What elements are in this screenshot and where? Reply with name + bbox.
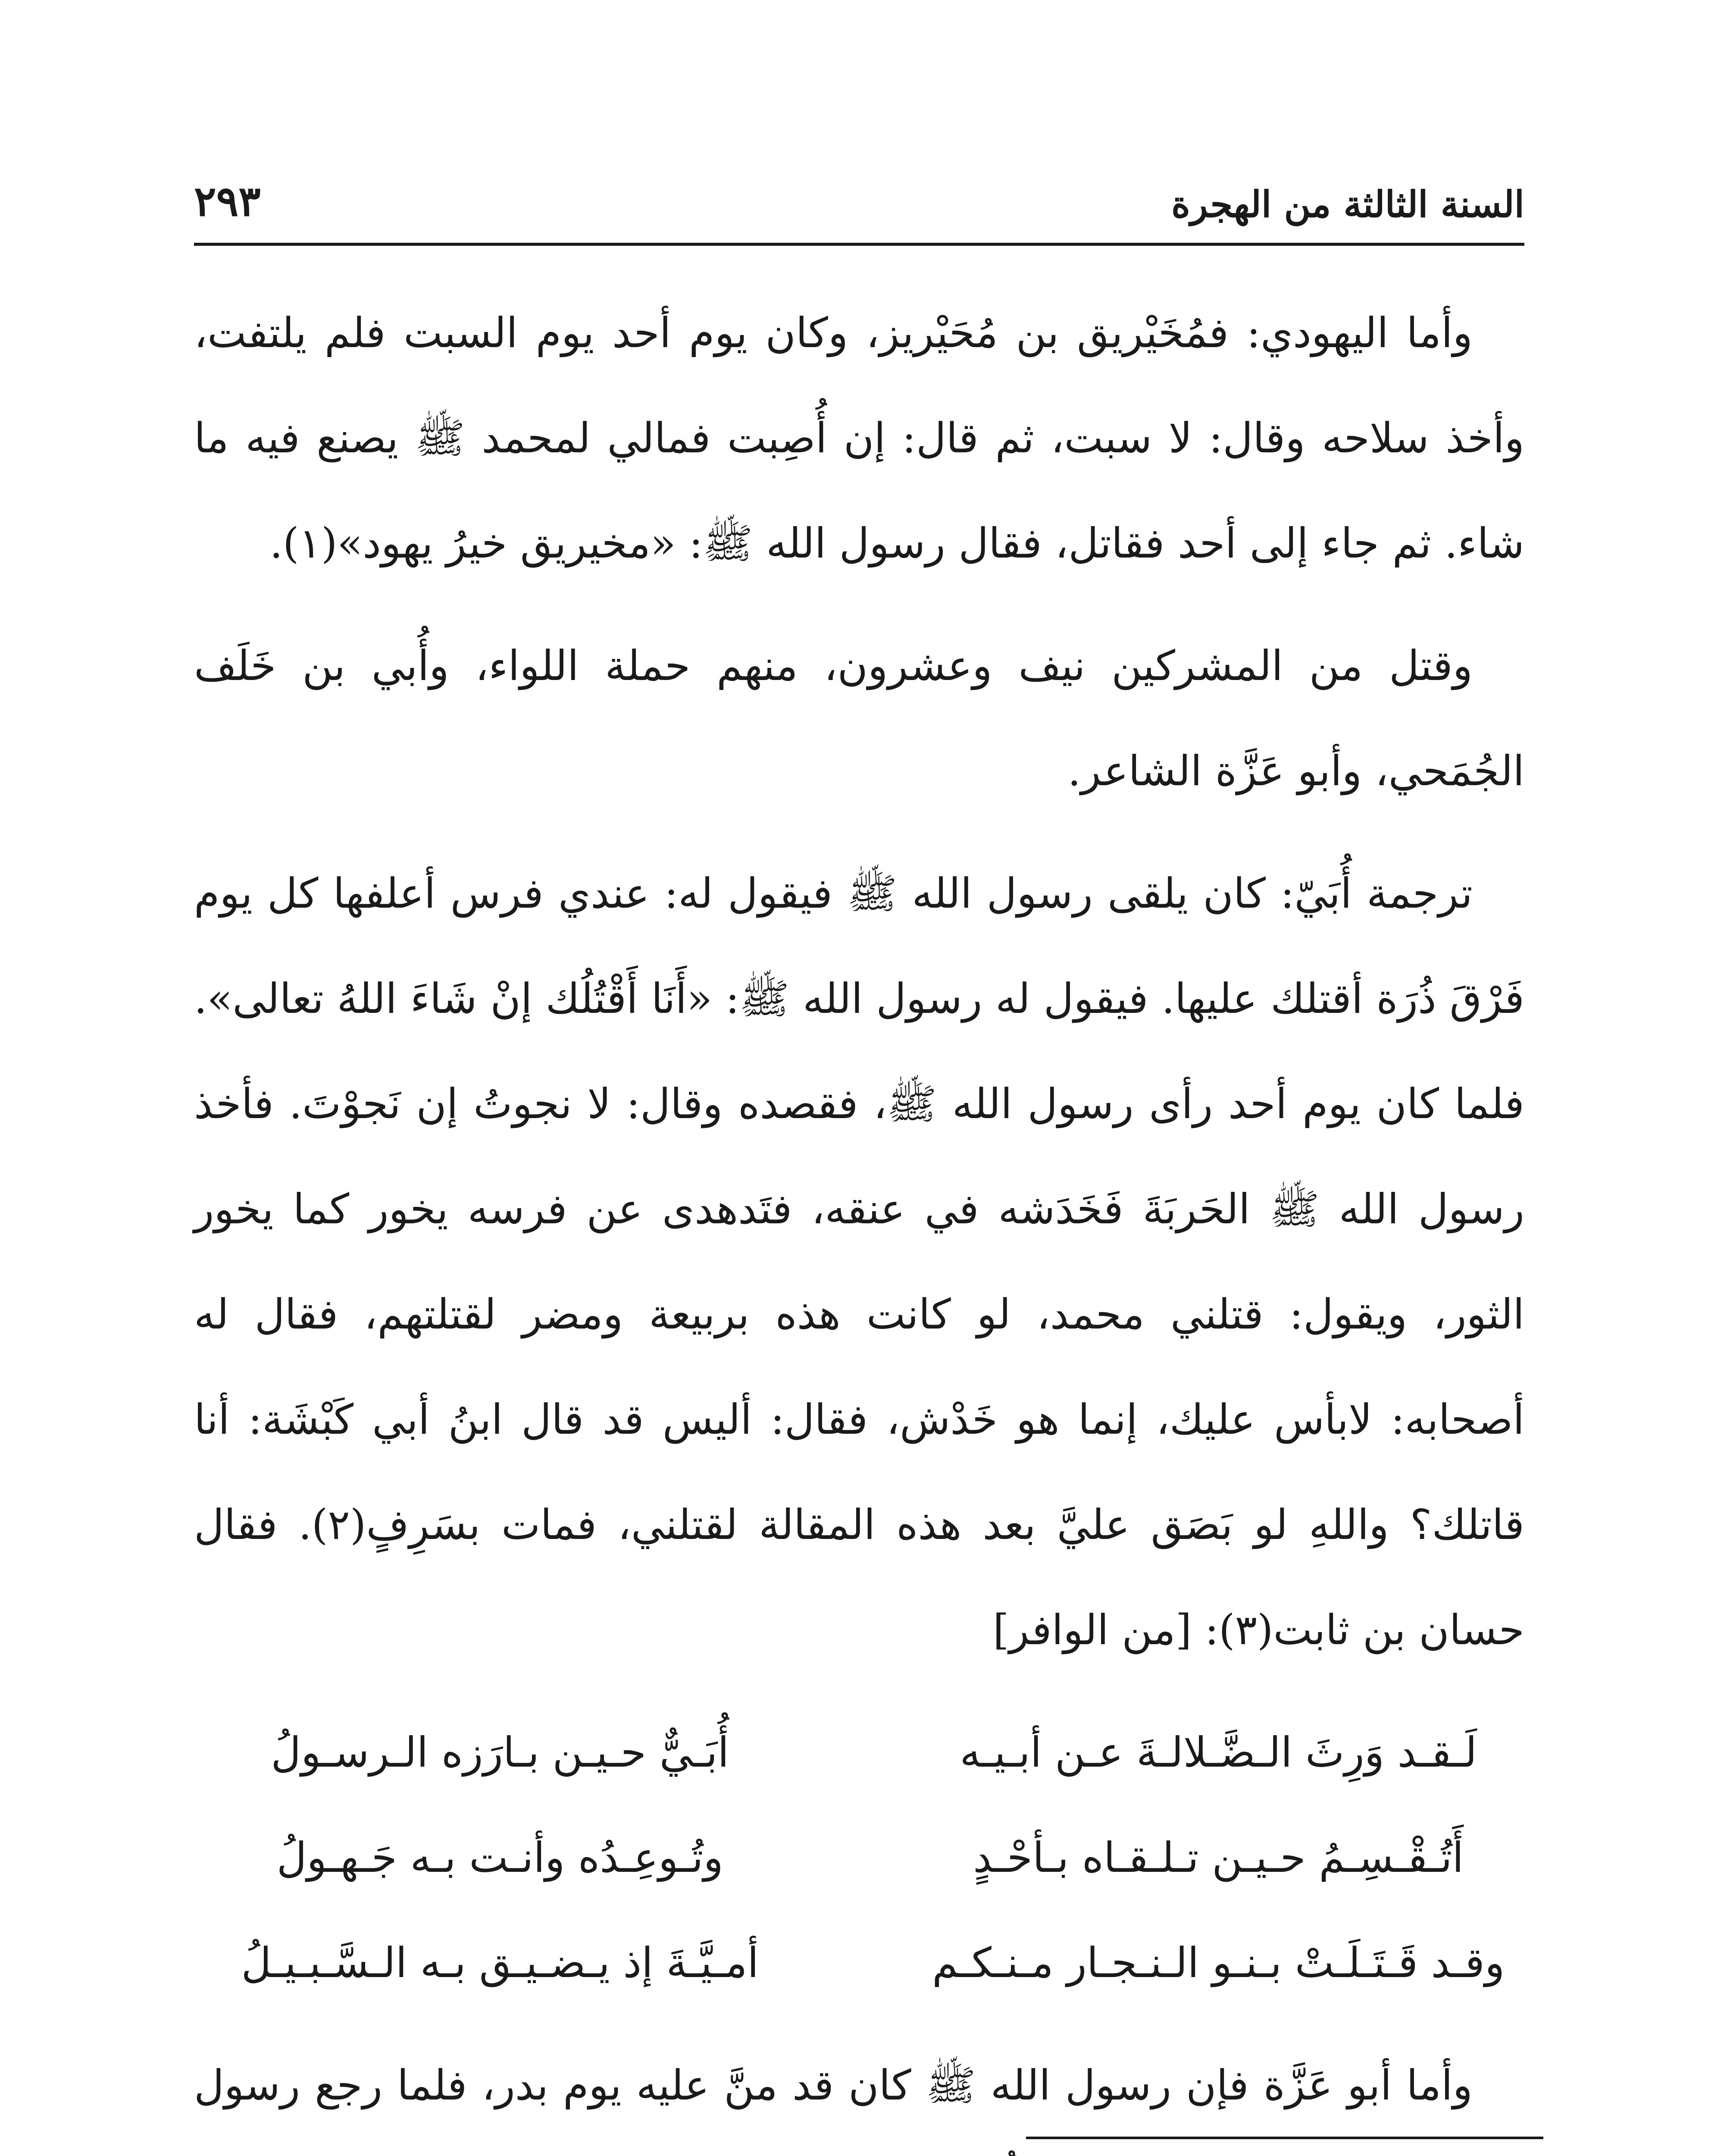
paragraph-ubayy-biography: ترجمة أُبَيّ: كان يلقى رسول الله ﷺ فيقول له: عندي فرس أعلفها كل يوم فَرْقَ ذُرَة أقتلك عليها. فيقول له رسول الله ﷺ: «أَنَا أَقْتُلُك إنْ شَاءَ اللهُ تعالى». فلما كان يوم أحد رأى رسول الله ﷺ، فقصده وقال: لا نجوتُ إن نَجوْتَ. فأخذ رسول الله ﷺ الحَربَةَ فَخَدَشه في عنقه، فتَدهدى عن فرسه يخور كما يخور الثور، ويقول: قتلني محمد، لو كانت هذه بربيعة ومضر لقتلتهم، فقال له أصحابه: لابأس عليك، إنما هو خَدْش، فقال: أليس قد قال ابنُ أبي كَبْشَة: أنا قاتلك؟ واللهِ لو بَصَق عليَّ بعد هذه المقالة لقتلني، فمات بسَرِفٍ(٢). فقال حسان بن ثابت(٣): [من الوافر] bbox=[194, 869, 1525, 1654]
poem bbox=[194, 1700, 1524, 2015]
verse-second-hemistich: وتُـوعِـدُه وأنـت بـه جَـهـولُ bbox=[276, 1833, 723, 1882]
paragraph-mukhayriq: وأما اليهودي: فمُخَيْريق بن مُحَيْريز، وكان يوم أحد يوم السبت فلم يلتفت، وأخذ سلاحه وقال: لا سبت، ثم قال: إن أُصِبت فمالي لمحمد ﷺ يصنع فيه ما شاء. ثم جاء إلى أحد فقاتل، فقال رسول الله ﷺ: «مخيريق خيرُ يهود»(١). bbox=[194, 309, 1524, 567]
poem-verse bbox=[194, 1910, 1524, 2015]
poem-verse bbox=[194, 1805, 1524, 1910]
main-text bbox=[194, 280, 1524, 2156]
verse-first-hemistich: لَـقـد وَرِثَ الـضَّـلالـةَ عـن أبـيـه bbox=[960, 1728, 1477, 1777]
poem-verse bbox=[194, 1700, 1524, 1805]
verse-first-hemistich: أَتُـقْـسِـمُ حـيـن تـلـقـاه بـأحْـدٍ bbox=[973, 1833, 1464, 1882]
verse-first-hemistich: وقـد قَـتَـلَـتْ بـنـو الـنـجـار مـنـكـم bbox=[932, 1939, 1505, 1987]
footnote-separator bbox=[1026, 2137, 1543, 2139]
verse-second-hemistich: أمـيَّـةَ إذ يـضـيـق بـه الـسَّـبـيـلُ bbox=[241, 1939, 759, 1987]
page-number: ٢٩٣ bbox=[194, 177, 261, 226]
paragraph-killed-mushrikin: وقتل من المشركين نيف وعشرون، منهم حملة اللواء، وأُبي بن خَلَف الجُمَحي، وأبو عَزَّة الشاعر. bbox=[194, 642, 1524, 795]
running-header bbox=[194, 168, 1524, 246]
paragraph-abu-azza: وأما أبو عَزَّة فإن رسول الله ﷺ كان قد منَّ عليه يوم بدر، فلما رجع رسول bbox=[194, 2061, 1473, 2109]
verse-second-hemistich: أُبَـيٌّ حـيـن بـارَزه الـرسـولُ bbox=[271, 1728, 729, 1777]
chapter-title: السنة الثالثة من الهجرة bbox=[1171, 183, 1524, 226]
